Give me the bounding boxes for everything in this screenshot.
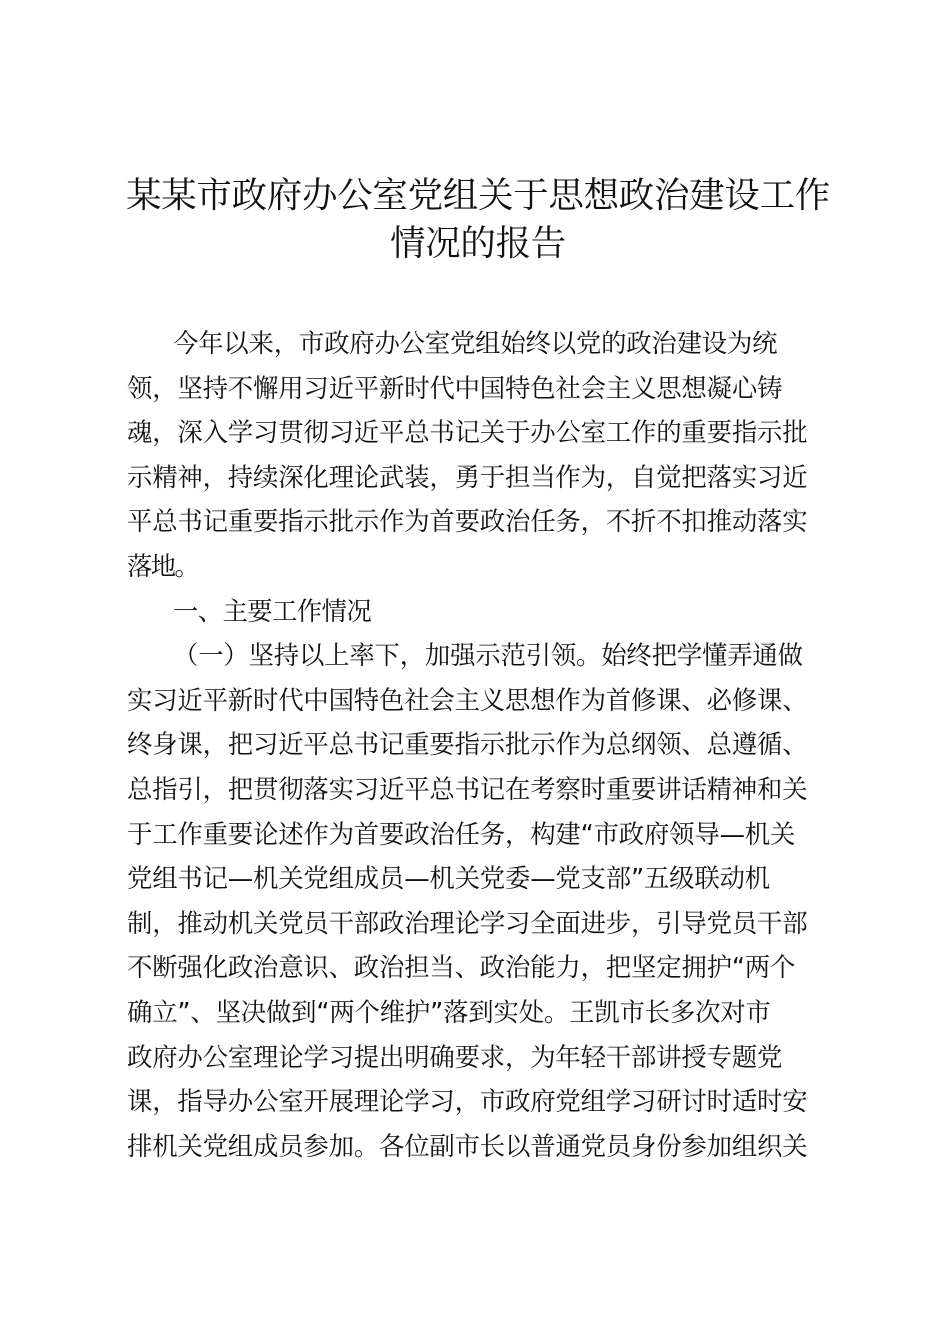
section-heading [127, 589, 837, 634]
text-line: 平总书记重要指示批示作为首要政治任务，不折不扣推动落实 [127, 506, 808, 537]
text-line: 领，坚持不懈用习近平新时代中国特色社会主义思想凝心铸 [127, 372, 783, 403]
text-line: 一、主要工作情况 [173, 595, 372, 626]
text-line: 示精神，持续深化理论武装，勇于担当作为，自觉把落实习近 [127, 461, 808, 492]
text-line: 魂，深入学习贯彻习近平总书记关于办公室工作的重要指示批 [127, 417, 808, 448]
document-body [127, 321, 837, 1168]
text-line: 政府办公室理论学习提出明确要求，为年轻干部讲授专题党 [127, 1041, 783, 1072]
text-line: 总指引，把贯彻落实习近平总书记在考察时重要讲话精神和关 [127, 773, 808, 804]
document-title [118, 172, 838, 268]
text-line: 终身课，把习近平总书记重要指示批示作为总纲领、总遵循、 [127, 729, 808, 760]
text-line: 排机关党组成员参加。各位副市长以普通党员身份参加组织关 [127, 1130, 808, 1161]
section-paragraph [127, 633, 837, 1168]
text-line: 党组书记—机关党组成员—机关党委—党支部”五级联动机 [127, 863, 770, 894]
title-line: 某某市政府办公室党组关于思想政治建设工作 [125, 175, 830, 216]
text-line: 今年以来，市政府办公室党组始终以党的政治建设为统 [173, 328, 778, 358]
text-line: 实习近平新时代中国特色社会主义思想作为首修课、必修课、 [127, 684, 808, 715]
text-line: 确立”、坚决做到“两个维护”落到实处。王凯市长多次对市 [127, 996, 771, 1027]
text-line: 不断强化政治意识、政治担当、政治能力，把坚定拥护“两个 [127, 952, 796, 983]
text-line: 制，推动机关党员干部政治理论学习全面进步，引导党员干部 [127, 907, 808, 938]
text-line: （一）坚持以上率下，加强示范引领。始终把学懂弄通做 [173, 640, 803, 671]
title-line: 情况的报告 [389, 223, 566, 264]
text-line: 落地。 [127, 550, 199, 581]
text-line: 课，指导办公室开展理论学习，市政府党组学习研讨时适时安 [127, 1086, 808, 1117]
intro-paragraph [127, 321, 837, 589]
text-line: 于工作重要论述作为首要政治任务，构建“市政府领导—机关 [127, 818, 796, 849]
